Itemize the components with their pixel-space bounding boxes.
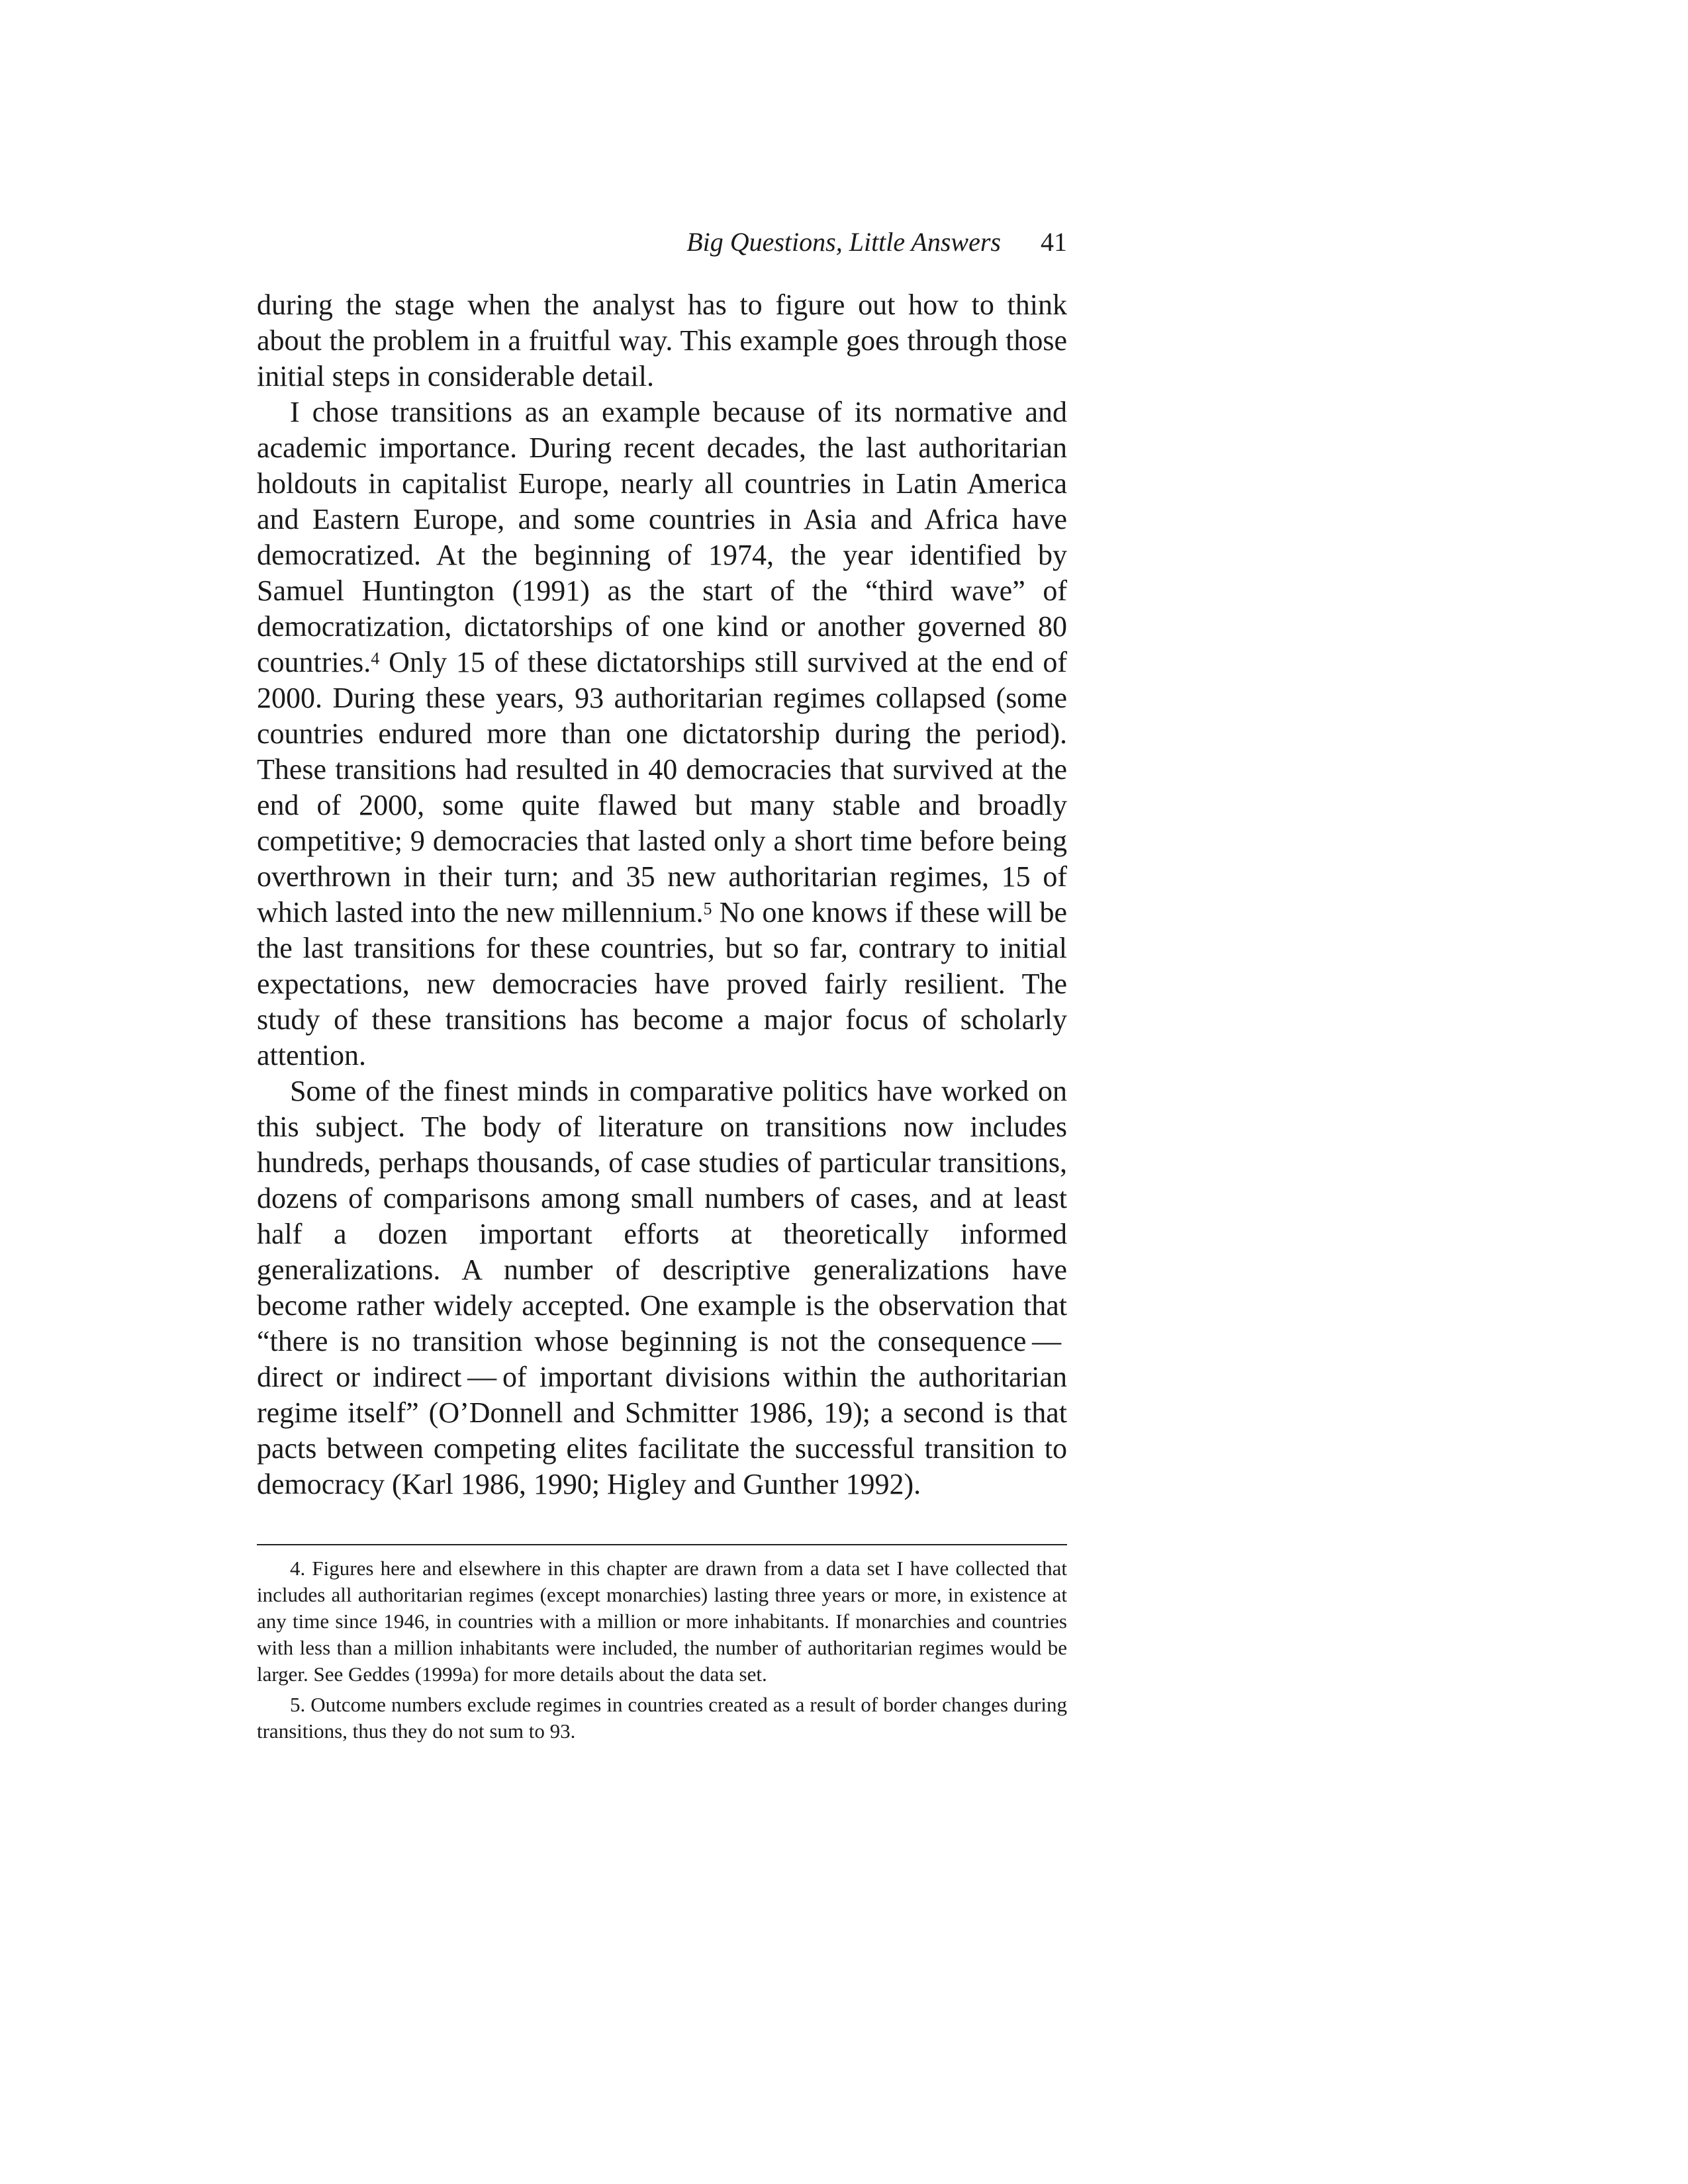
paragraph-2-part-b: Only 15 of these dictatorships still survived at the end of 2000. During these years, 93 authoritarian regimes collapsed (some countries endured more than one dictatorship during the period). These transitions had resulted in 40 democracies that survived at the end of 2000, some quite flawed but many stable and broadly competitive; 9 democracies that lasted only a short time before being overthrown in their turn; and 35 new authoritarian regimes, 15 of which lasted into the new millennium. <box>257 646 1067 929</box>
paragraph-2 <box>257 394 1067 1073</box>
paragraph-2-part-a: I chose transitions as an example because of its normative and academic importance. During recent decades, the last authoritarian holdouts in capitalist Europe, nearly all countries in Latin America and Eastern Europe, and some countries in Asia and Africa have democratized. At the beginning of 1974, the year identified by Samuel Huntington (1991) as the start of the “third wave” of democratization, dictatorships of one kind or another governed 80 countries. <box>257 396 1067 678</box>
paragraph-3: Some of the finest minds in comparative politics have worked on this subject. The body of literature on transitions now includes hundreds, perhaps thousands, of case studies of particular transitions, dozens of comparisons among small numbers of cases, and at least half a dozen important efforts at theoretically informed generalizations. A number of descriptive generalizations have become rather widely accepted. One example is the observation that “there is no transition whose beginning is not the consequence — direct or indirect — of important divisions within the authoritarian regime itself” (O’Donnell and Schmitter 1986, 19); a second is that pacts between competing elites facilitate the successful transition to democracy (Karl 1986, 1990; Higley and Gunther 1992). <box>257 1075 1067 1500</box>
paragraph-2-part-c: No one knows if these will be the last transitions for these countries, but so far, contrary to initial expectations, new democracies have proved fairly resilient. The study of these transitions has become a major focus of scholarly attention. <box>257 896 1068 1071</box>
footnote-divider <box>257 1544 1067 1545</box>
footnote-ref-4[interactable]: 4 <box>371 649 380 668</box>
running-header <box>257 222 1067 262</box>
footnote-5: 5. Outcome numbers exclude regimes in countries created as a result of border changes during transitions, thus they do not sum to 93. <box>257 1693 1067 1743</box>
footnote-4: 4. Figures here and elsewhere in this chapter are drawn from a data set I have collected that includes all authoritarian regimes (except monarchies) lasting three years or more, in existence at any time since 1946, in countries with a million or more inhabitants. If monarchies and countries with less than a million inhabitants were included, the number of authoritarian regimes would be larger. See Geddes (1999a) for more details about the data set. <box>257 1557 1067 1686</box>
body-text <box>257 287 1067 1502</box>
running-title: Big Questions, Little Answers <box>686 227 1001 257</box>
footnote-ref-5[interactable]: 5 <box>703 899 712 919</box>
footnotes <box>257 1555 1067 1749</box>
paragraph-1: during the stage when the analyst has to figure out how to think about the problem in a fruitful way. This example goes through those initial steps in considerable detail. <box>257 289 1067 392</box>
page-number: 41 <box>1041 227 1067 257</box>
